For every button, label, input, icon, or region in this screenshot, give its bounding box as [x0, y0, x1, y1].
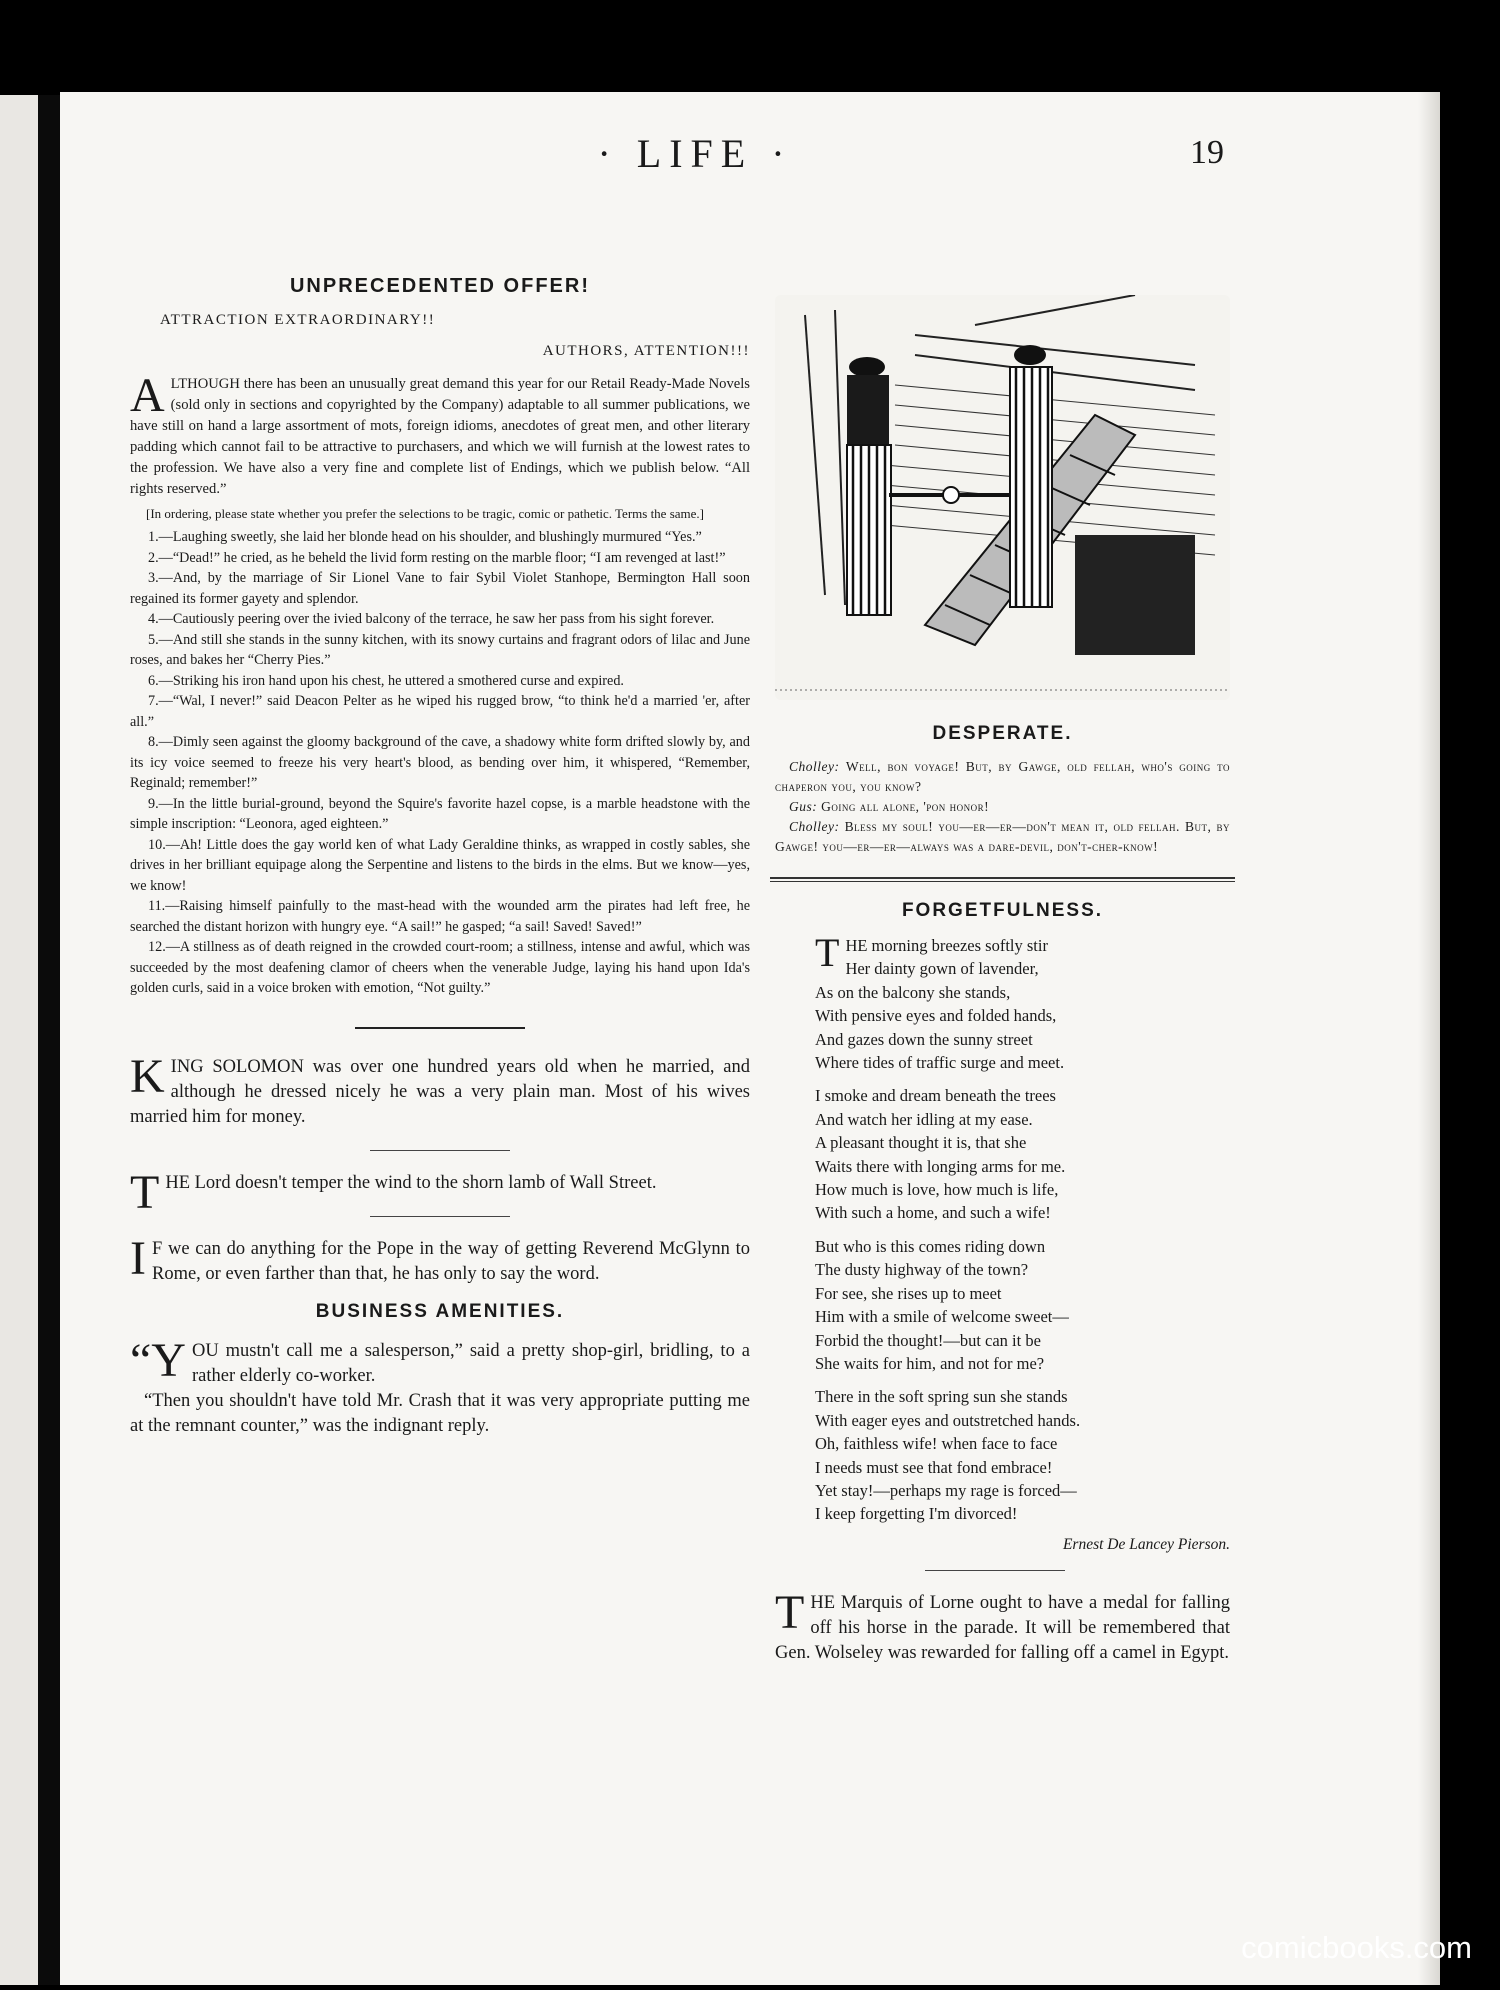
- poem-line: With eager eyes and outstretched hands.: [815, 1410, 1081, 1430]
- poem-line: As on the balcony she stands,: [815, 982, 1011, 1002]
- drop-cap: I: [130, 1231, 146, 1285]
- poem-line: Where tides of traffic surge and meet.: [815, 1053, 1065, 1073]
- dialog-speaker: Gus:: [789, 799, 818, 814]
- poem-line: There in the soft spring sun she stands: [815, 1387, 1068, 1407]
- ending-item: 1.—Laughing sweetly, she laid her blonde head on his shoulder, and blushingly murmured “Yes.”: [148, 529, 702, 545]
- ending-item: 8.—Dimly seen against the gloomy background of the cave, a shadowy white form drifted slowly by, and its icy voice seemed to freeze his very heart's blood, as bending over him, it whispered, “Remember, Reginald; remember!”: [130, 734, 750, 791]
- poem-line: I needs must see that fond embrace!: [815, 1457, 1053, 1477]
- offer-subtitle-1: ATTRACTION EXTRAORDINARY!!: [160, 312, 436, 328]
- offer-title: UNPRECEDENTED OFFER!: [289, 275, 590, 297]
- business-text-1: OU mustn't call me a salesperson,” said a pretty shop-girl, bridling, to a rather elderly co-worker.: [191, 1340, 750, 1386]
- offer-intro-text: LTHOUGH there has been an unusually great demand this year for our Retail Ready-Made Novels (sold only in sections and copyrighted by the Company) adaptable to all summer publications, we have still on hand a large assortment of mots, foreign idioms, anecdotes of great men, and other literary padding which cannot fail to be attractive to purchasers, and which we will furnish at the lowest rates to the profession. We have also a very fine and complete list of Endings, which we publish below. “All rights reserved.”: [130, 376, 750, 497]
- lord-paragraph: [130, 1165, 750, 1219]
- dialog-line: [775, 817, 1230, 857]
- watermark: comicbooks.com: [1241, 1930, 1472, 1965]
- dialog-speaker: Cholley:: [789, 819, 840, 834]
- right-column: [775, 295, 1230, 1666]
- poem-line: Her dainty gown of lavender,: [845, 959, 1039, 979]
- dialog-text: Going all alone, 'pon honor!: [821, 799, 990, 814]
- dialog-speaker: Cholley:: [789, 759, 840, 774]
- ending-item: 3.—And, by the marriage of Sir Lionel Vane to fair Sybil Violet Stanhope, Bermington Hall soon regained its former gayety and splendor.: [130, 570, 750, 607]
- desperate-title: DESPERATE.: [932, 723, 1073, 744]
- poem-line: With pensive eyes and folded hands,: [815, 1006, 1057, 1026]
- offer-subtitle-2: AUTHORS, ATTENTION!!!: [542, 343, 750, 359]
- masthead: · LIFE ·: [597, 131, 793, 176]
- poem-line: Oh, faithless wife! when face to face: [815, 1434, 1058, 1454]
- left-column: [130, 275, 750, 1439]
- ending-item: 10.—Ah! Little does the gay world ken of what Lady Geraldine thinks, as wrapped in costly sables, she drives in her brilliant equipage along the Serpentine and listens to the birds in the elms. But we know—yes, we know!: [130, 836, 750, 894]
- poem-line: Forbid the thought!—but can it be: [815, 1330, 1041, 1350]
- desperate-dialog: [775, 757, 1230, 857]
- ending-item: 12.—A stillness as of death reigned in the crowded court-room; a stillness, intense and awful, which was succeeded by the most deafening clamor of cheers when the venerable Judge, laying his hand upon Ida's golden curls, said in a voice broken with emotion, “Not guilty.”: [130, 939, 750, 996]
- drop-cap: “Y: [130, 1333, 186, 1387]
- adjacent-page-edge: [0, 95, 38, 1985]
- forgetfulness-title: FORGETFULNESS.: [901, 900, 1104, 921]
- business-paragraph-2: “Then you shouldn't have told Mr. Crash that it was very appropriate putting me at the remnant counter,” was the indignant reply.: [130, 1390, 750, 1436]
- divider: [370, 1150, 510, 1151]
- illustration-two-gentlemen-shaking-hands: [775, 295, 1230, 700]
- ending-item: 9.—In the little burial-ground, beyond the Squire's favorite hazel copse, is a marble headstone with the simple inscription: “Leonora, aged eighteen.”: [130, 795, 750, 832]
- lord-text: HE Lord doesn't temper the wind to the shorn lamb of Wall Street.: [165, 1172, 657, 1193]
- pope-text: F we can do anything for the Pope in the way of getting Reverend McGlynn to Rome, or even farther than that, he has only to say the word.: [151, 1238, 750, 1284]
- solomon-text: ING SOLOMON was over one hundred years old when he married, and although he dressed nicely he was a very plain man. Most of his wives married him for money.: [130, 1056, 750, 1127]
- ending-item: 7.—“Wal, I never!” said Deacon Pelter as he wiped his rugged brow, “to think he'd a married 'er, after all.”: [130, 693, 750, 730]
- marquis-paragraph: [775, 1585, 1230, 1666]
- dialog-text: Well, bon voyage! But, by Gawge, old fellah, who's going to chaperon you, you know?: [775, 759, 1231, 794]
- ending-item: 4.—Cautiously peering over the ivied balcony of the terrace, he saw her pass from his sight forever.: [148, 611, 715, 627]
- poem-line: Him with a smile of welcome sweet—: [815, 1307, 1069, 1327]
- drop-cap: A: [130, 369, 165, 422]
- pope-paragraph: [130, 1231, 750, 1287]
- poem-line: How much is love, how much is life,: [815, 1180, 1059, 1200]
- divider: [370, 1216, 510, 1217]
- poem-line: I keep forgetting I'm divorced!: [815, 1504, 1018, 1524]
- page-edge-shade: [1418, 92, 1440, 1985]
- poem-line: And gazes down the sunny street: [815, 1029, 1033, 1049]
- poem-line: HE morning breezes softly stir: [845, 936, 1048, 955]
- solomon-paragraph: [130, 1049, 750, 1130]
- poem-stanza: [815, 1235, 1230, 1375]
- ending-item: 2.—“Dead!” he cried, as he beheld the livid form resting on the marble floor; “I am revenged at last!”: [148, 549, 726, 566]
- drop-cap: T: [130, 1165, 160, 1219]
- endings-list: [130, 527, 750, 999]
- dialog-line: [775, 757, 1230, 797]
- poem-line: A pleasant thought it is, that she: [815, 1133, 1027, 1153]
- gutter-shadow: [38, 95, 60, 1985]
- business-paragraph-1: [130, 1333, 750, 1389]
- offer-note: [In ordering, please state whether you prefer the selections to be tragic, comic or pathetic. Terms the same.]: [146, 506, 704, 521]
- ending-item: 6.—Striking his iron hand upon his chest, he uttered a smothered curse and expired.: [148, 672, 624, 689]
- double-divider: [770, 877, 1235, 882]
- poem-stanza: [815, 1385, 1230, 1525]
- marquis-text: HE Marquis of Lorne ought to have a medal for falling off his horse in the parade. It will be remembered that Gen. Wolseley was rewarded for falling off a camel in Egypt.: [775, 1592, 1230, 1663]
- poem-author: Ernest De Lancey Pierson.: [1062, 1535, 1230, 1553]
- offer-intro: [130, 369, 750, 500]
- poem-stanza: [815, 930, 1230, 1074]
- drop-cap: T: [775, 1585, 805, 1639]
- poem-line: I smoke and dream beneath the trees: [815, 1086, 1056, 1106]
- poem-stanza: [815, 1084, 1230, 1224]
- poem-line: The dusty highway of the town?: [815, 1260, 1029, 1280]
- poem-line: Yet stay!—perhaps my rage is forced—: [815, 1480, 1077, 1500]
- ending-item: 5.—And still she stands in the sunny kitchen, with its snowy curtains and fragrant odors of lilac and June roses, and bakes her “Cherry Pies.”: [130, 631, 750, 668]
- divider: [355, 1027, 525, 1029]
- poem-line: And watch her idling at my ease.: [815, 1109, 1033, 1129]
- drop-cap: K: [130, 1049, 165, 1103]
- poem-line: Waits there with longing arms for me.: [815, 1156, 1066, 1176]
- dialog-line: [775, 797, 1230, 817]
- page-number: 19: [1190, 134, 1224, 171]
- dialog-text: Bless my soul! you—er—er—don't mean it, old fellah. But, by Gawge! you—er—er—always was a dare-devil, don't-cher-know!: [775, 819, 1230, 854]
- forgetfulness-poem: [815, 930, 1230, 1526]
- poem-line: But who is this comes riding down: [815, 1236, 1046, 1256]
- divider: [925, 1570, 1065, 1571]
- business-title: BUSINESS AMENITIES.: [315, 1300, 565, 1322]
- poem-line: For see, she rises up to meet: [815, 1283, 1002, 1303]
- poem-line: She waits for him, and not for me?: [815, 1353, 1045, 1373]
- ending-item: 11.—Raising himself painfully to the mast-head with the wounded arm the pirates had left free, he searched the distant horizon with hungry eye. “A sail!” he gasped; “a sail! Saved! Saved!”: [130, 898, 750, 935]
- poem-line: With such a home, and such a wife!: [815, 1203, 1051, 1223]
- drop-cap: T: [815, 930, 840, 975]
